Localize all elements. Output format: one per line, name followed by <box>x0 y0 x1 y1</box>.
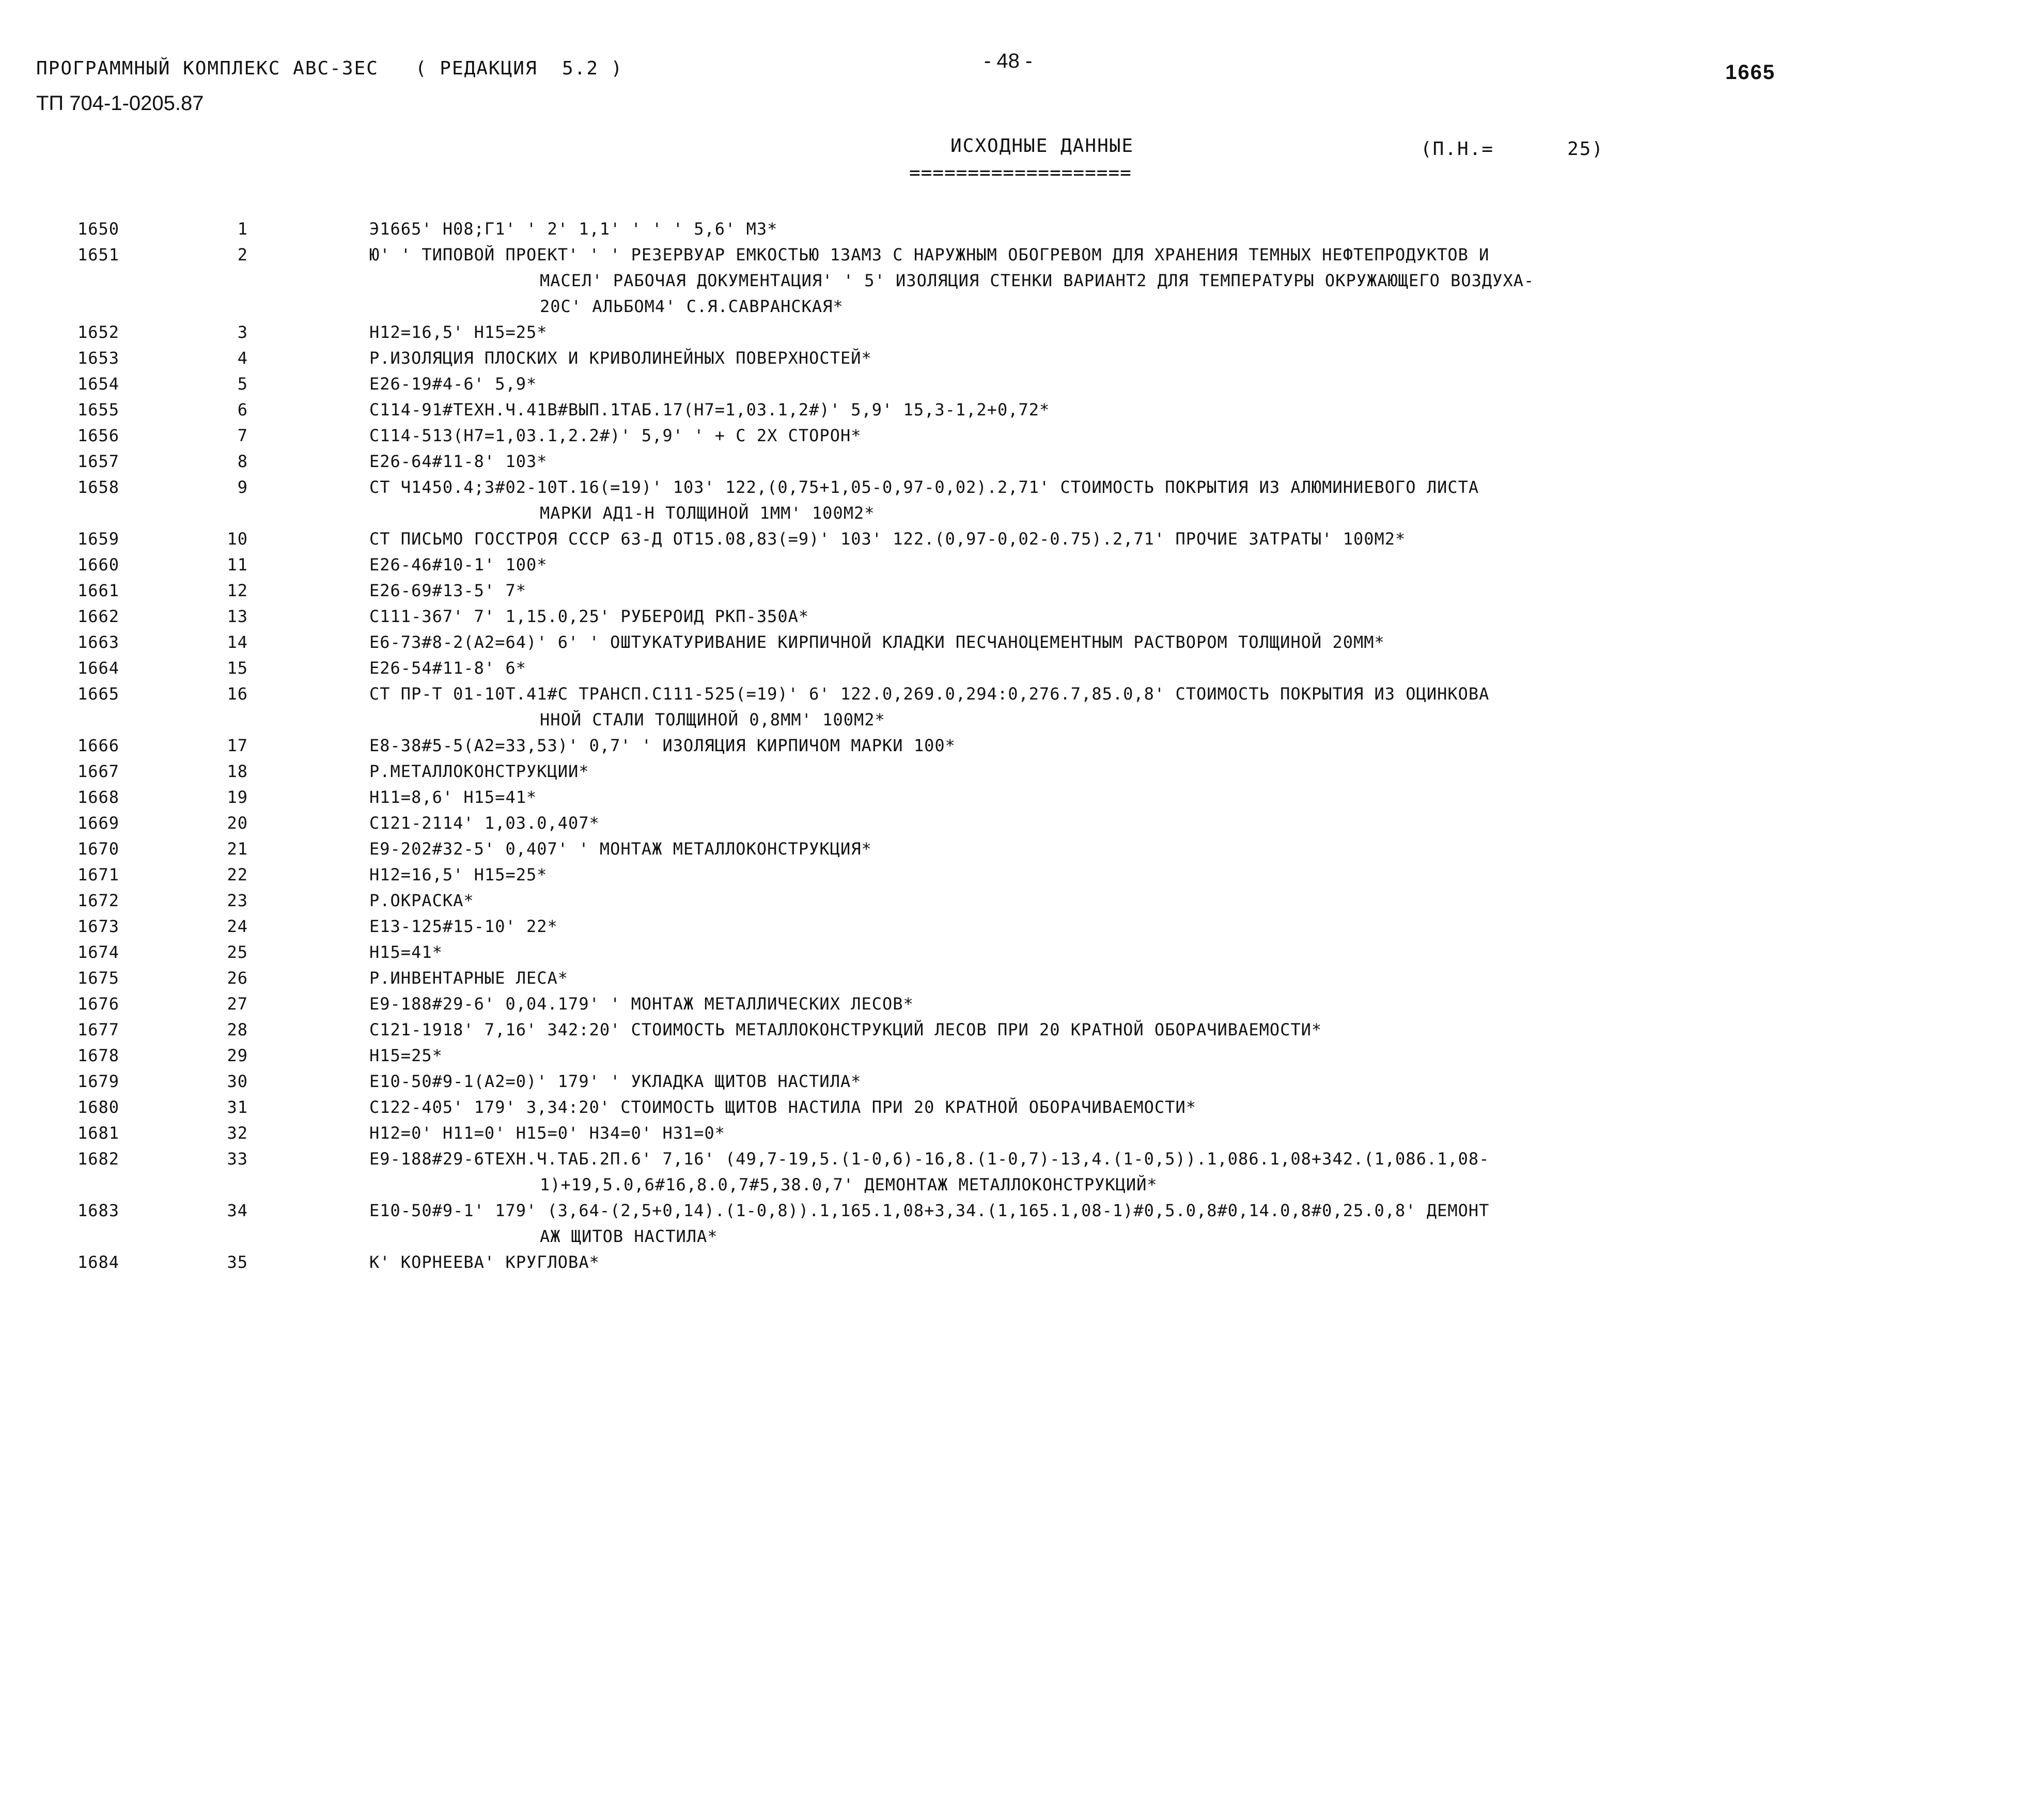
row-number: 1650 <box>77 219 120 239</box>
row-number: 1665 <box>77 684 120 704</box>
listing-row <box>0 939 2044 965</box>
row-number: 1658 <box>77 477 120 497</box>
record-text <box>369 681 2017 733</box>
record-text <box>369 913 2017 939</box>
record-text <box>369 784 2017 810</box>
listing-row <box>0 784 2044 810</box>
listing-row <box>0 603 2044 629</box>
sequence-number: 27 <box>227 994 248 1014</box>
record-text <box>369 578 2017 603</box>
record-line: Е26-54#11-8' 6* <box>369 658 526 678</box>
listing-row <box>0 1198 2044 1249</box>
record-text <box>369 397 2017 423</box>
listing-row <box>0 758 2044 784</box>
listing-row <box>0 1017 2044 1043</box>
record-line: Е10-50#9-1(А2=0)' 179' ' УКЛАДКА ЩИТОВ НАСТИЛА* <box>369 1072 862 1091</box>
record-line: Н12=0' Н11=0' Н15=0' Н34=0' Н31=0* <box>369 1123 726 1143</box>
record-text <box>369 655 2017 681</box>
record-line: Е13-125#15-10' 22* <box>369 917 558 936</box>
record-line: СТ ПИСЬМО ГОССТРОЯ СССР 63-Д ОТ15.08,83(=9)' 103' 122.(0,97-0,02-0.75).2,71' ПРОЧИЕ ЗАТРАТЫ' 100М2* <box>369 529 1406 549</box>
record-continuation: МАРКИ АД1-Н ТОЛЩИНОЙ 1ММ' 100М2* <box>540 503 875 523</box>
listing-row <box>0 913 2044 939</box>
pn-value: (П.Н.= 25) <box>1421 138 1604 160</box>
record-line: Р.ИНВЕНТАРНЫЕ ЛЕСА* <box>369 968 569 988</box>
sequence-number: 6 <box>237 400 248 420</box>
sequence-number: 26 <box>227 968 248 988</box>
record-line: СТ ПР-Т 01-10Т.41#С ТРАНСП.С111-525(=19)' 6' 122.0,269.0,294:0,276.7,85.0,8' СТОИМОСТЬ ПОКРЫТИЯ ИЗ ОЦИНКОВА <box>369 684 1490 704</box>
record-text <box>369 965 2017 991</box>
sequence-number: 34 <box>227 1201 248 1220</box>
sequence-number: 18 <box>227 762 248 781</box>
record-continuation: МАСЕЛ' РАБОЧАЯ ДОКУМЕНТАЦИЯ' ' 5' ИЗОЛЯЦИЯ СТЕНКИ ВАРИАНТ2 ДЛЯ ТЕМПЕРАТУРЫ ОКРУЖАЮЩЕГО ВОЗДУХА- <box>540 271 1535 290</box>
listing-row <box>0 810 2044 836</box>
row-number: 1683 <box>77 1201 120 1220</box>
row-number: 1679 <box>77 1072 120 1091</box>
listing-row <box>0 836 2044 862</box>
record-text <box>369 526 2017 552</box>
record-line: С122-405' 179' 3,34:20' СТОИМОСТЬ ЩИТОВ НАСТИЛА ПРИ 20 КРАТНОЙ ОБОРАЧИВАЕМОСТИ* <box>369 1097 1196 1117</box>
record-text <box>369 423 2017 448</box>
record-line: Е26-64#11-8' 103* <box>369 452 548 471</box>
record-text <box>369 1017 2017 1043</box>
record-text <box>369 319 2017 345</box>
row-number: 1657 <box>77 452 120 471</box>
listing-row <box>0 965 2044 991</box>
record-text <box>369 216 2017 242</box>
record-line: Е26-46#10-1' 100* <box>369 555 548 575</box>
sequence-number: 8 <box>237 452 248 471</box>
record-line: Э1665' Н08;Г1' ' 2' 1,1' ' ' ' 5,6' М3* <box>369 219 778 239</box>
record-line: Н11=8,6' Н15=41* <box>369 787 537 807</box>
record-text <box>369 991 2017 1017</box>
row-number: 1656 <box>77 426 120 445</box>
sequence-number: 9 <box>237 477 248 497</box>
listing-row <box>0 216 2044 242</box>
record-text <box>369 629 2017 655</box>
row-number: 1666 <box>77 736 120 755</box>
row-number: 1675 <box>77 968 120 988</box>
listing-row <box>0 1043 2044 1068</box>
sequence-number: 28 <box>227 1020 248 1039</box>
sequence-number: 19 <box>227 787 248 807</box>
record-text <box>369 1146 2017 1198</box>
listing-row <box>0 1146 2044 1198</box>
row-number: 1684 <box>77 1252 120 1272</box>
sequence-number: 4 <box>237 348 248 368</box>
record-text <box>369 242 2017 319</box>
record-text <box>369 1043 2017 1068</box>
record-continuation: 20С' АЛЬБОМ4' С.Я.САВРАНСКАЯ* <box>540 297 844 316</box>
record-line: К' КОРНЕЕВА' КРУГЛОВА* <box>369 1252 600 1272</box>
listing-row <box>0 423 2044 448</box>
row-number: 1672 <box>77 891 120 910</box>
row-number: 1678 <box>77 1046 120 1065</box>
sequence-number: 35 <box>227 1252 248 1272</box>
record-line: Е8-38#5-5(А2=33,53)' 0,7' ' ИЗОЛЯЦИЯ КИРПИЧОМ МАРКИ 100* <box>369 736 956 755</box>
listing-row <box>0 345 2044 371</box>
record-line: Е9-188#29-6' 0,04.179' ' МОНТАЖ МЕТАЛЛИЧЕСКИХ ЛЕСОВ* <box>369 994 914 1014</box>
sequence-number: 3 <box>237 322 248 342</box>
record-text <box>369 1068 2017 1094</box>
record-continuation: ННОЙ СТАЛИ ТОЛЩИНОЙ 0,8ММ' 100М2* <box>540 710 885 730</box>
listing-row <box>0 629 2044 655</box>
row-number: 1669 <box>77 813 120 833</box>
row-number: 1651 <box>77 245 120 265</box>
record-text <box>369 810 2017 836</box>
sequence-number: 7 <box>237 426 248 445</box>
record-line: Е9-188#29-6ТЕХН.Ч.ТАБ.2П.6' 7,16' (49,7-19,5.(1-0,6)-16,8.(1-0,7)-13,4.(1-0,5)).1,086.1,08+342.(1,086.1,08- <box>369 1149 1490 1169</box>
row-number: 1654 <box>77 374 120 394</box>
sequence-number: 31 <box>227 1097 248 1117</box>
row-number: 1682 <box>77 1149 120 1169</box>
record-line: Н12=16,5' Н15=25* <box>369 322 548 342</box>
data-listing <box>0 216 2044 1275</box>
title-underline: =================== <box>909 162 1132 183</box>
row-number: 1674 <box>77 942 120 962</box>
listing-row <box>0 552 2044 578</box>
listing-row <box>0 1120 2044 1146</box>
sequence-number: 17 <box>227 736 248 755</box>
record-text <box>369 888 2017 913</box>
sequence-number: 1 <box>237 219 248 239</box>
listing-row <box>0 474 2044 526</box>
sequence-number: 5 <box>237 374 248 394</box>
record-line: Н12=16,5' Н15=25* <box>369 865 548 885</box>
record-line: Н15=41* <box>369 942 443 962</box>
listing-row <box>0 397 2044 423</box>
record-line: Р.ОКРАСКА* <box>369 891 474 910</box>
sequence-number: 16 <box>227 684 248 704</box>
record-line: С121-2114' 1,03.0,407* <box>369 813 600 833</box>
row-number: 1660 <box>77 555 120 575</box>
record-line: Е9-202#32-5' 0,407' ' МОНТАЖ МЕТАЛЛОКОНСТРУКЦИЯ* <box>369 839 872 859</box>
record-continuation: 1)+19,5.0,6#16,8.0,7#5,38.0,7' ДЕМОНТАЖ МЕТАЛЛОКОНСТРУКЦИЙ* <box>540 1175 1158 1194</box>
record-line: Ю' ' ТИПОВОЙ ПРОЕКТ' ' ' РЕЗЕРВУАР ЕМКОСТЬЮ 1ЗАМ3 С НАРУЖНЫМ ОБОГРЕВОМ ДЛЯ ХРАНЕНИЯ ТЕМНЫХ НЕФТЕПРОДУКТОВ И <box>369 245 1490 265</box>
row-number: 1677 <box>77 1020 120 1039</box>
sequence-number: 24 <box>227 917 248 936</box>
listing-row <box>0 242 2044 319</box>
row-number: 1670 <box>77 839 120 859</box>
record-line: Р.МЕТАЛЛОКОНСТРУКЦИИ* <box>369 762 589 781</box>
listing-row <box>0 681 2044 733</box>
listing-row <box>0 991 2044 1017</box>
listing-row <box>0 1249 2044 1275</box>
record-line: С114-91#ТЕХН.Ч.41В#ВЫП.1ТАБ.17(Н7=1,03.1,2#)' 5,9' 15,3-1,2+0,72* <box>369 400 1050 420</box>
record-line: Е26-19#4-6' 5,9* <box>369 374 537 394</box>
record-line: Е6-73#8-2(А2=64)' 6' ' ОШТУКАТУРИВАНИЕ КИРПИЧНОЙ КЛАДКИ ПЕСЧАНОЦЕМЕНТНЫМ РАСТВОРОМ ТОЛЩИНОЙ 20ММ* <box>369 632 1385 652</box>
record-text <box>369 371 2017 397</box>
listing-row <box>0 371 2044 397</box>
record-text <box>369 733 2017 758</box>
listing-row <box>0 1094 2044 1120</box>
listing-row <box>0 578 2044 603</box>
record-text <box>369 345 2017 371</box>
sequence-number: 21 <box>227 839 248 859</box>
record-line: С114-513(Н7=1,03.1,2.2#)' 5,9' ' + С 2Х СТОРОН* <box>369 426 862 445</box>
record-text <box>369 448 2017 474</box>
row-number: 1664 <box>77 658 120 678</box>
row-number: 1673 <box>77 917 120 936</box>
record-text <box>369 1094 2017 1120</box>
document-code: ТП 704-1-0205.87 <box>36 92 204 115</box>
record-text <box>369 1198 2017 1249</box>
row-number: 1653 <box>77 348 120 368</box>
record-text <box>369 1120 2017 1146</box>
sequence-number: 12 <box>227 581 248 600</box>
row-number: 1681 <box>77 1123 120 1143</box>
page-number: - 48 - <box>984 50 1033 72</box>
listing-row <box>0 655 2044 681</box>
listing-row <box>0 733 2044 758</box>
program-title: ПРОГРАММНЫЙ КОМПЛЕКС АВС-3ЕС ( РЕДАКЦИЯ 5.2 ) <box>36 58 623 79</box>
row-number: 1652 <box>77 322 120 342</box>
record-line: С121-1918' 7,16' 342:20' СТОИМОСТЬ МЕТАЛЛОКОНСТРУКЦИЙ ЛЕСОВ ПРИ 20 КРАТНОЙ ОБОРАЧИВАЕМОСТИ* <box>369 1020 1322 1039</box>
record-line: СТ Ч1450.4;3#02-10Т.16(=19)' 103' 122,(0,75+1,05-0,97-0,02).2,71' СТОИМОСТЬ ПОКРЫТИЯ ИЗ АЛЮМИНИЕВОГО ЛИСТА <box>369 477 1479 497</box>
record-text <box>369 862 2017 888</box>
sequence-number: 22 <box>227 865 248 885</box>
record-text <box>369 603 2017 629</box>
sequence-number: 11 <box>227 555 248 575</box>
row-number: 1662 <box>77 607 120 626</box>
record-line: Е26-69#13-5' 7* <box>369 581 526 600</box>
sequence-number: 2 <box>237 245 248 265</box>
row-number: 1659 <box>77 529 120 549</box>
listing-row <box>0 526 2044 552</box>
record-text <box>369 474 2017 526</box>
record-line: Р.ИЗОЛЯЦИЯ ПЛОСКИХ И КРИВОЛИНЕЙНЫХ ПОВЕРХНОСТЕЙ* <box>369 348 872 368</box>
row-number: 1667 <box>77 762 120 781</box>
record-line: Е10-50#9-1' 179' (3,64-(2,5+0,14).(1-0,8)).1,165.1,08+3,34.(1,165.1,08-1)#0,5.0,8#0,14.0,8#0,25.0,8' ДЕМОНТ <box>369 1201 1490 1220</box>
listing-row <box>0 888 2044 913</box>
sequence-number: 32 <box>227 1123 248 1143</box>
sequence-number: 30 <box>227 1072 248 1091</box>
record-text <box>369 552 2017 578</box>
listing-row <box>0 1068 2044 1094</box>
row-number: 1676 <box>77 994 120 1014</box>
row-number: 1661 <box>77 581 120 600</box>
record-line: С111-367' 7' 1,15.0,25' РУБЕРОИД РКП-350А* <box>369 607 809 626</box>
row-number: 1680 <box>77 1097 120 1117</box>
listing-row <box>0 448 2044 474</box>
record-text <box>369 939 2017 965</box>
sequence-number: 33 <box>227 1149 248 1169</box>
sequence-number: 15 <box>227 658 248 678</box>
row-number: 1655 <box>77 400 120 420</box>
row-number: 1668 <box>77 787 120 807</box>
record-line: Н15=25* <box>369 1046 443 1065</box>
sequence-number: 25 <box>227 942 248 962</box>
sequence-number: 29 <box>227 1046 248 1065</box>
record-continuation: АЖ ЩИТОВ НАСТИЛА* <box>540 1227 718 1246</box>
section-title: ИСХОДНЫЕ ДАННЫЕ <box>950 135 1134 157</box>
record-text <box>369 1249 2017 1275</box>
row-number: 1671 <box>77 865 120 885</box>
sequence-number: 13 <box>227 607 248 626</box>
record-text <box>369 836 2017 862</box>
sequence-number: 10 <box>227 529 248 549</box>
listing-row <box>0 862 2044 888</box>
sequence-number: 23 <box>227 891 248 910</box>
listing-row <box>0 319 2044 345</box>
sequence-number: 14 <box>227 632 248 652</box>
sequence-number: 20 <box>227 813 248 833</box>
row-number: 1663 <box>77 632 120 652</box>
record-text <box>369 758 2017 784</box>
sheet-number: 1665 <box>1725 61 1775 84</box>
